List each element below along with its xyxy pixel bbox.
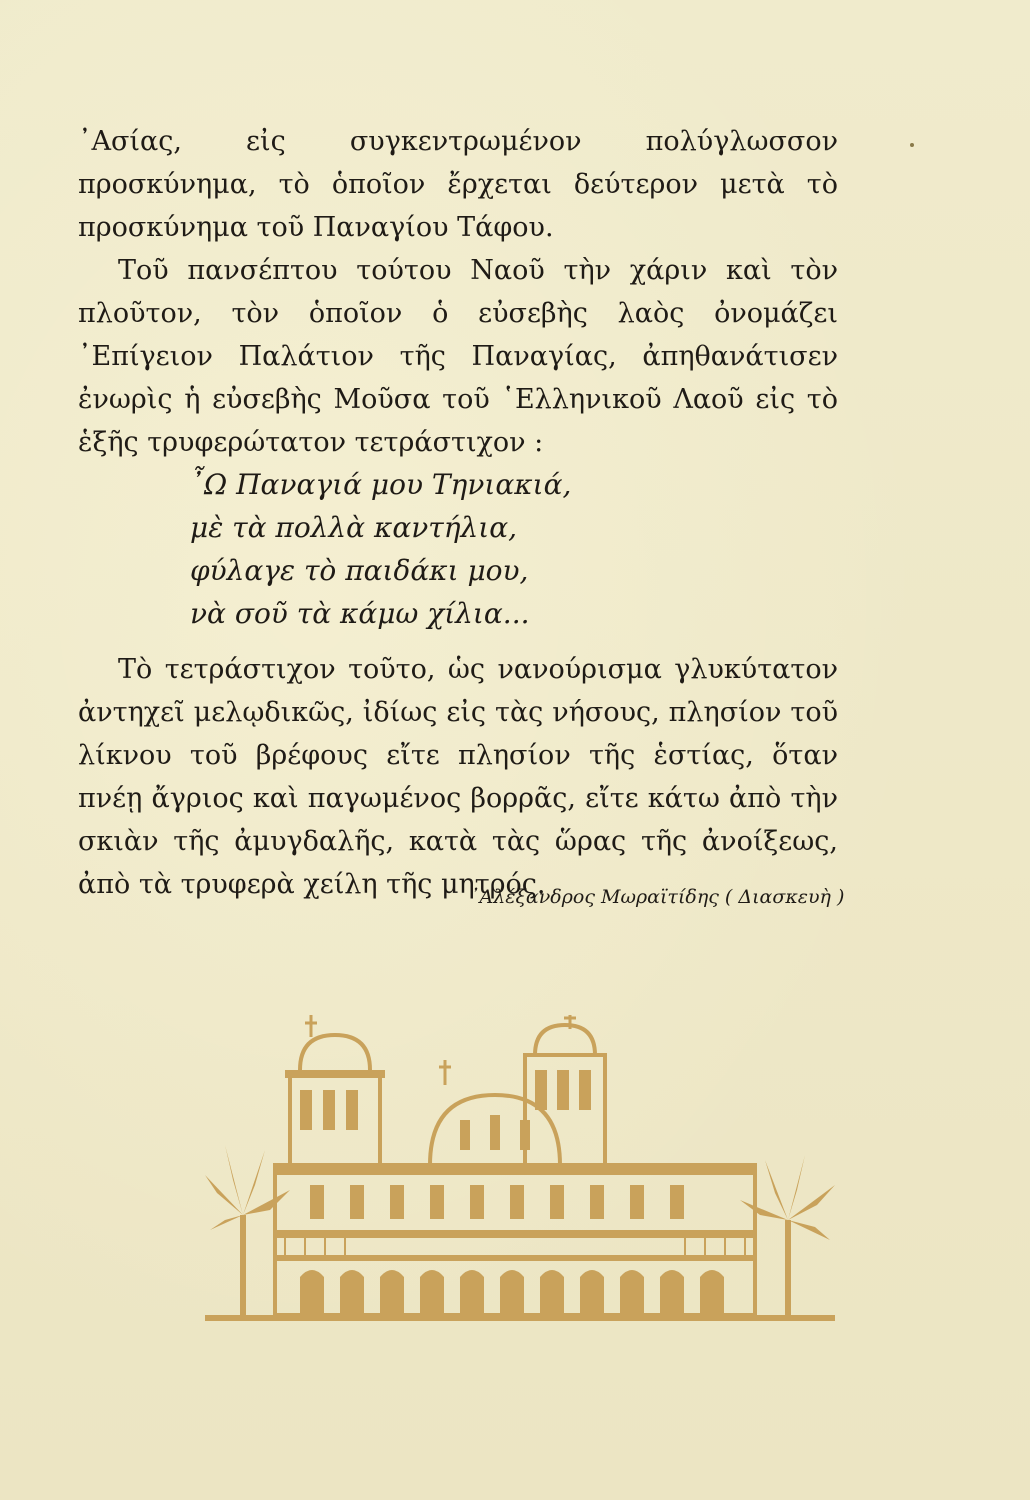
body-text-2 [78, 648, 845, 908]
author-signature: ᾿Αλέξανδρος Μωραϊτίδης ( Διασκευὴ ) [470, 886, 845, 908]
verse-line-1: ῏Ω Παναγιά μου Τηνιακιά, [190, 468, 572, 501]
church-illustration-icon [205, 1015, 835, 1330]
verse-quatrain [190, 463, 571, 635]
verse-line-3: φύλαγε τὸ παιδάκι μου, [190, 554, 529, 587]
ink-speck [910, 143, 914, 147]
verse-line-2: μὲ τὰ πολλὰ καντήλια, [190, 511, 518, 544]
body-text [78, 120, 838, 464]
paragraph-2: Τοῦ πανσέπτου τούτου Ναοῦ τὴν χάριν καὶ τὸν πλοῦτον, τὸν ὁποῖον ὁ εὐσεβὴς λαὸς ὀνομάζει ᾿Επίγειον Παλάτιον τῆς Παναγίας, ἀπηθανάτισεν ἐνωρὶς ἡ εὐσεβὴς Μοῦσα τοῦ ῾Ελληνικοῦ Λαοῦ εἰς τὸ ἑξῆς τρυφερώτατον τετράστιχον : [78, 255, 838, 458]
paragraph-1: ᾿Ασίας, εἰς συγκεντρωμένον πολύγλωσσον προσκύνημα, τὸ ὁποῖον ἔρχεται δεύτερον μετὰ τὸ προσκύνημα τοῦ Παναγίου Τάφου. [78, 126, 838, 243]
paragraph-3: Τὸ τετράστιχον τοῦτο, ὡς νανούρισμα γλυκύτατον ἀντηχεῖ μελῳδικῶς, ἰδίως εἰς τὰς νήσους, πλησίον τοῦ λίκνου τοῦ βρέφους εἴτε πλησίον τῆς ἑστίας, ὅταν πνέῃ ἄγριος καὶ παγωμένος βορρᾶς, εἴτε κάτω ἀπὸ τὴν σκιὰν τῆς ἀμυγδαλῆς, κατὰ τὰς ὥρας τῆς ἀνοίξεως, ἀπὸ τὰ τρυφερὰ χείλη τῆς μητρός. [78, 654, 838, 900]
verse-line-4: νὰ σοῦ τὰ κάμω χίλια... [190, 597, 530, 630]
